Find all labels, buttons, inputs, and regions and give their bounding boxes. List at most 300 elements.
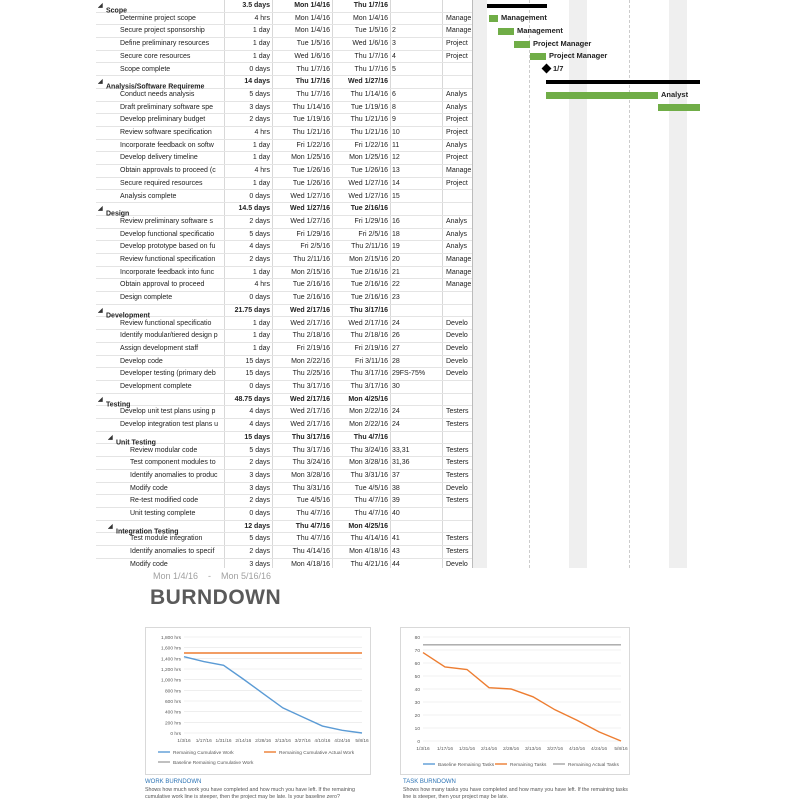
y-tick-label: 30 <box>414 701 420 706</box>
task-row[interactable] <box>96 508 472 521</box>
y-tick-label: 80 <box>414 636 420 641</box>
task-name <box>96 152 224 165</box>
task-name <box>96 381 224 394</box>
task-start: Fri 1/29/16 <box>296 230 330 238</box>
collapse-triangle-icon[interactable]: ◢ <box>98 79 103 86</box>
task-predecessors: 41 <box>392 535 400 543</box>
task-duration: 14 days <box>244 78 270 86</box>
task-name-text: Developer testing (primary deb <box>120 370 216 378</box>
resource-label: Management <box>517 26 563 35</box>
task-predecessors: 6 <box>392 90 396 98</box>
analysis-summary-bar[interactable] <box>546 80 700 84</box>
task-start: Thu 2/18/16 <box>292 332 330 340</box>
task-row[interactable] <box>96 254 472 267</box>
task-predecessors: 16 <box>392 217 400 225</box>
task-duration: 2 days <box>249 497 270 505</box>
task-resources: Testers <box>446 471 469 479</box>
task-start: Tue 1/26/16 <box>292 167 330 175</box>
task-row[interactable] <box>96 343 472 356</box>
task-finish: Fri 2/19/16 <box>354 344 388 352</box>
task-name-text: Analysis/Software Requireme <box>106 83 205 91</box>
task-name-text: Obtain approval to proceed <box>120 281 205 289</box>
x-tick-label: 4/10/16 <box>314 739 331 744</box>
task-start: Wed 1/27/16 <box>290 192 330 200</box>
x-tick-label: 1/31/16 <box>458 747 476 752</box>
work-burndown-chart[interactable] <box>145 627 371 775</box>
task-row[interactable] <box>96 165 472 178</box>
collapse-triangle-icon[interactable]: ◢ <box>98 396 103 403</box>
task-predecessors: 31,36 <box>392 459 410 467</box>
milestone-diamond[interactable] <box>542 64 552 74</box>
task-name-text: Re-test modified code <box>130 497 199 505</box>
task-finish: Wed 1/27/16 <box>348 192 388 200</box>
task-finish: Thu 2/18/16 <box>350 332 388 340</box>
task-row[interactable] <box>96 102 472 115</box>
task-name <box>96 330 224 343</box>
x-tick-label: 2/14/16 <box>235 739 252 744</box>
task-bar[interactable] <box>658 104 700 111</box>
task-duration: 14.5 days <box>238 205 270 213</box>
milestone-label: 1/7 <box>553 64 564 73</box>
task-name-text: Testing <box>106 401 131 409</box>
task-start: Wed 1/6/16 <box>294 52 330 60</box>
task-row[interactable] <box>96 495 472 508</box>
task-predecessors: 38 <box>392 484 400 492</box>
legend-label: Remaining Actual Tasks <box>568 763 619 768</box>
task-predecessors: 14 <box>392 179 400 187</box>
task-start: Wed 2/17/16 <box>290 395 330 403</box>
task-row[interactable] <box>96 241 472 254</box>
task-finish: Thu 1/7/16 <box>353 2 388 9</box>
y-tick-label: 1,400 hrs <box>160 657 181 663</box>
work-burndown-svg <box>146 628 372 776</box>
task-start: Thu 1/7/16 <box>296 90 330 98</box>
gantt-bar-chart <box>472 0 700 568</box>
y-tick-label: 20 <box>414 714 420 719</box>
task-finish: Fri 2/5/16 <box>358 230 388 238</box>
task-row[interactable] <box>96 140 472 153</box>
task-finish: Thu 3/17/16 <box>349 306 388 314</box>
task-duration: 1 day <box>252 319 270 327</box>
task-burndown-caption-text: Shows how many tasks you have completed and how many you have left. If the remaining tasks line is steeper, then your project may be late. <box>403 787 628 800</box>
task-resources: Manage <box>446 268 472 276</box>
task-name-text: Scope complete <box>120 65 171 73</box>
task-start: Thu 2/11/16 <box>293 256 330 263</box>
task-start: Tue 1/5/16 <box>296 40 330 48</box>
task-name-text: Secure project sponsorship <box>120 27 205 35</box>
task-bar[interactable] <box>498 28 514 35</box>
x-tick-label: 1/3/16 <box>416 747 430 752</box>
task-start: Thu 1/7/16 <box>296 65 330 73</box>
task-predecessors: 23 <box>392 294 400 302</box>
task-row[interactable] <box>96 152 472 165</box>
task-burndown-chart[interactable] <box>400 627 630 775</box>
task-resources: Develo <box>446 332 468 340</box>
task-name-text: Secure required resources <box>120 179 203 187</box>
task-name-text: Scope <box>106 7 128 15</box>
task-predecessors: 28 <box>392 357 400 365</box>
task-finish: Mon 1/4/16 <box>352 14 388 22</box>
legend-label: Baseline Remaining Cumulative Work <box>173 761 254 766</box>
task-row[interactable] <box>96 330 472 343</box>
task-start: Wed 2/17/16 <box>290 319 330 327</box>
task-resources: Project <box>446 129 468 136</box>
task-name <box>96 356 224 369</box>
task-name <box>96 229 224 242</box>
task-resources: Analys <box>446 243 468 251</box>
task-duration: 15 days <box>244 433 270 441</box>
x-tick-label: 2/28/16 <box>255 739 272 744</box>
task-start: Mon 3/28/16 <box>291 471 330 479</box>
task-name <box>96 267 224 280</box>
task-predecessors: 5 <box>392 65 396 73</box>
task-finish: Tue 2/16/16 <box>350 294 388 302</box>
task-row[interactable] <box>96 419 472 432</box>
task-name <box>96 457 224 470</box>
task-name-text: Development complete <box>120 383 192 390</box>
task-finish: Fri 3/11/16 <box>355 357 388 365</box>
collapse-triangle-icon[interactable]: ◢ <box>98 307 103 314</box>
task-name <box>96 318 224 331</box>
task-resources: Analys <box>446 103 468 111</box>
task-name <box>96 546 224 559</box>
task-duration: 4 hrs <box>254 129 270 136</box>
task-start: Thu 3/24/16 <box>292 459 330 467</box>
task-row[interactable] <box>96 318 472 331</box>
task-predecessors: 22 <box>392 281 400 289</box>
task-name-text: Unit Testing <box>116 439 156 447</box>
task-row[interactable] <box>96 457 472 470</box>
task-name <box>96 241 224 254</box>
task-duration: 5 days <box>249 230 270 238</box>
task-row[interactable] <box>96 267 472 280</box>
task-name-text: Obtain approvals to proceed (c <box>120 167 216 175</box>
task-resources: Testers <box>446 421 469 429</box>
task-duration: 1 day <box>252 268 270 276</box>
task-name-text: Analysis complete <box>120 192 177 200</box>
task-name-text: Modify code <box>130 484 168 492</box>
task-row[interactable] <box>96 13 472 26</box>
task-duration: 1 day <box>252 40 270 48</box>
task-row[interactable] <box>96 38 472 51</box>
task-row[interactable] <box>96 279 472 292</box>
y-tick-label: 400 hrs <box>165 710 181 716</box>
task-start: Tue 1/26/16 <box>292 179 330 187</box>
task-predecessors: 27 <box>392 344 400 352</box>
task-predecessors: 40 <box>392 510 400 517</box>
task-row[interactable] <box>96 292 472 305</box>
task-start: Thu 2/25/16 <box>292 370 330 378</box>
task-row[interactable] <box>96 25 472 38</box>
task-row[interactable] <box>96 191 472 204</box>
task-predecessors: 8 <box>392 103 396 111</box>
task-resources: Project <box>446 154 468 162</box>
task-finish: Thu 4/21/16 <box>350 560 388 568</box>
summary-task-row[interactable] <box>96 394 472 407</box>
task-predecessors: 12 <box>392 154 400 162</box>
summary-task-row[interactable] <box>96 203 472 216</box>
y-tick-label: 70 <box>414 649 420 654</box>
summary-task-row[interactable] <box>96 521 472 534</box>
task-row[interactable] <box>96 229 472 242</box>
task-duration: 5 days <box>249 90 270 98</box>
task-name-text: Develop prototype based on fu <box>120 243 216 251</box>
task-start: Fri 1/22/16 <box>296 141 330 149</box>
task-resources: Project <box>446 116 468 124</box>
task-predecessors: 43 <box>392 548 400 556</box>
task-row[interactable] <box>96 114 472 127</box>
task-name-text: Incorporate feedback into func <box>120 268 215 276</box>
task-predecessors: 24 <box>392 319 400 327</box>
task-start: Wed 2/17/16 <box>290 421 330 429</box>
task-resources: Project <box>446 40 468 48</box>
task-row[interactable] <box>96 533 472 546</box>
task-row[interactable] <box>96 483 472 496</box>
task-name-text: Review functional specification <box>120 256 216 263</box>
task-finish: Thu 3/31/16 <box>350 471 388 479</box>
task-name-text: Design <box>106 210 130 218</box>
task-row[interactable] <box>96 216 472 229</box>
task-row[interactable] <box>96 356 472 369</box>
date-range-end: Mon 5/16/16 <box>221 571 272 581</box>
y-tick-label: 1,000 hrs <box>160 678 181 684</box>
task-duration: 1 day <box>252 27 270 35</box>
task-start: Mon 4/18/16 <box>291 560 330 568</box>
task-start: Mon 1/4/16 <box>294 27 330 35</box>
task-resources: Develo <box>446 560 468 568</box>
task-name <box>96 140 224 153</box>
task-predecessors: 9 <box>392 116 396 124</box>
work-burndown-caption-title: WORK BURNDOWN <box>145 779 202 785</box>
task-finish: Mon 2/22/16 <box>349 408 388 416</box>
task-predecessors: 4 <box>392 52 396 60</box>
task-predecessors: 11 <box>392 141 400 149</box>
task-start: Wed 1/27/16 <box>290 205 330 213</box>
task-finish: Thu 1/21/16 <box>350 116 388 124</box>
task-row[interactable] <box>96 546 472 559</box>
task-predecessors: 24 <box>392 421 400 429</box>
task-name-text: Identify anomalies to produc <box>130 471 218 479</box>
task-name-text: Develop delivery timeline <box>120 154 198 162</box>
task-duration: 12 days <box>244 522 270 530</box>
task-name <box>96 470 224 483</box>
task-finish: Thu 4/7/16 <box>354 510 388 517</box>
scope-summary-bar[interactable] <box>487 4 547 8</box>
task-name <box>96 279 224 292</box>
summary-task-row[interactable] <box>96 76 472 89</box>
collapse-triangle-icon[interactable]: ◢ <box>98 3 103 9</box>
task-duration: 15 days <box>245 370 270 378</box>
task-name-text: Review preliminary software s <box>120 217 213 225</box>
task-duration: 15 days <box>245 357 270 365</box>
task-name-text: Test module integration <box>130 535 203 543</box>
x-tick-label: 1/17/16 <box>195 739 212 744</box>
task-name <box>96 102 224 115</box>
task-start: Thu 3/17/16 <box>291 433 330 441</box>
task-name <box>96 89 224 102</box>
task-duration: 4 days <box>249 243 270 251</box>
task-predecessors: 19 <box>392 243 400 251</box>
task-name-text: Develop code <box>120 357 163 365</box>
y-tick-label: 0 hrs <box>170 732 181 737</box>
task-start: Fri 2/5/16 <box>300 243 330 251</box>
task-resources: Project <box>446 52 468 60</box>
task-duration: 3.5 days <box>242 2 270 9</box>
task-row[interactable] <box>96 470 472 483</box>
summary-task-row[interactable] <box>96 305 472 318</box>
task-duration: 4 days <box>249 408 270 416</box>
task-bar[interactable] <box>530 53 546 60</box>
resource-label: Project Manager <box>549 51 608 60</box>
task-name-text: Incorporate feedback on softw <box>120 141 214 149</box>
task-name <box>96 368 224 381</box>
task-start: Tue 2/16/16 <box>292 294 330 302</box>
task-name-text: Review functional specificatio <box>120 319 212 327</box>
y-tick-label: 1,600 hrs <box>160 646 181 652</box>
task-name-text: Review software specification <box>120 129 212 136</box>
task-duration: 3 days <box>249 484 270 492</box>
legend-label: Remaining Cumulative Work <box>173 751 234 756</box>
y-tick-label: 50 <box>414 675 420 680</box>
collapse-triangle-icon[interactable]: ◢ <box>98 206 103 213</box>
task-finish: Wed 2/17/16 <box>348 319 388 327</box>
task-duration: 1 day <box>252 332 270 340</box>
task-name <box>96 127 224 140</box>
task-name <box>96 533 224 546</box>
task-name-text: Identify modular/tiered design p <box>120 332 218 340</box>
task-resources: Testers <box>446 408 469 416</box>
task-resources: Analys <box>446 230 468 238</box>
task-row[interactable] <box>96 127 472 140</box>
task-start: Thu 1/7/16 <box>295 78 330 86</box>
task-finish: Tue 2/16/16 <box>350 268 388 276</box>
task-predecessors: 21 <box>392 268 400 276</box>
resource-label: Analyst <box>661 90 689 99</box>
date-range-separator: - <box>208 571 212 581</box>
x-tick-label: 3/13/16 <box>524 747 542 752</box>
task-resources: Develo <box>446 484 468 492</box>
task-row[interactable] <box>96 51 472 64</box>
task-name-text: Develop preliminary budget <box>120 116 206 124</box>
task-resources: Manage <box>446 256 472 263</box>
task-row[interactable] <box>96 368 472 381</box>
task-duration: 2 days <box>249 256 270 263</box>
task-name <box>96 216 224 229</box>
y-tick-label: 800 hrs <box>165 689 181 695</box>
task-name-text: Development <box>106 312 150 320</box>
x-tick-label: 1/17/16 <box>436 747 454 752</box>
task-predecessors: 10 <box>392 129 400 136</box>
task-duration: 1 day <box>252 179 270 187</box>
task-row[interactable] <box>96 406 472 419</box>
series-line[interactable] <box>184 657 362 733</box>
report-title: BURNDOWN <box>150 586 282 609</box>
task-finish: Thu 1/7/16 <box>354 65 388 73</box>
task-finish: Thu 4/7/16 <box>354 497 388 505</box>
task-resources: Testers <box>446 548 469 556</box>
task-bar[interactable] <box>546 92 658 99</box>
task-duration: 21.75 days <box>234 306 270 314</box>
task-duration: 0 days <box>249 192 270 200</box>
task-start: Wed 1/27/16 <box>290 217 330 225</box>
task-resources: Develo <box>446 344 468 352</box>
task-finish: Mon 4/18/16 <box>349 548 388 556</box>
summary-task-row[interactable] <box>96 0 472 13</box>
task-duration: 2 days <box>249 116 270 124</box>
task-duration: 4 hrs <box>254 14 270 22</box>
task-name <box>96 508 224 521</box>
task-predecessors: 37 <box>392 471 400 479</box>
task-duration: 0 days <box>249 383 270 390</box>
task-name-text: Secure core resources <box>120 52 191 60</box>
task-bar[interactable] <box>489 15 498 22</box>
x-tick-label: 1/31/16 <box>215 739 232 744</box>
task-name <box>96 191 224 204</box>
task-name <box>96 51 224 64</box>
task-start: Mon 1/4/16 <box>294 2 330 9</box>
resource-label: Project Manager <box>533 39 592 48</box>
task-duration: 3 days <box>249 560 270 568</box>
work-burndown-caption-text: Shows how much work you have completed and how much you have left. If the remaining cumulative work line is steeper, then the project may be late. Is your baseline zero? <box>145 787 355 800</box>
task-finish: Wed 1/6/16 <box>352 40 388 48</box>
task-name <box>96 254 224 267</box>
task-finish: Mon 1/25/16 <box>349 154 388 162</box>
legend-label: Remaining Cumulative Actual Work <box>279 751 355 756</box>
task-bar[interactable] <box>514 41 530 48</box>
task-duration: 5 days <box>249 535 270 543</box>
task-name <box>96 165 224 178</box>
task-predecessors: 15 <box>392 192 400 200</box>
task-row[interactable] <box>96 445 472 458</box>
task-finish: Mon 3/28/16 <box>349 459 388 467</box>
task-duration: 1 day <box>252 52 270 60</box>
task-row[interactable] <box>96 381 472 394</box>
task-resources: Testers <box>446 459 469 467</box>
task-resources: Develo <box>446 319 468 327</box>
task-burndown-svg <box>401 628 631 776</box>
task-row[interactable] <box>96 559 472 568</box>
task-predecessors: 2 <box>392 27 396 35</box>
y-tick-label: 1,800 hrs <box>160 636 181 641</box>
task-resources: Testers <box>446 446 469 454</box>
task-name <box>96 406 224 419</box>
task-name <box>96 38 224 51</box>
collapse-triangle-icon[interactable]: ◢ <box>108 434 113 441</box>
task-start: Thu 3/17/16 <box>292 383 330 390</box>
task-finish: Tue 1/26/16 <box>350 167 388 175</box>
task-name <box>96 178 224 191</box>
task-row[interactable] <box>96 64 472 77</box>
task-resources: Project <box>446 179 468 187</box>
task-duration: 2 days <box>249 459 270 467</box>
task-start: Fri 2/19/16 <box>296 344 330 352</box>
x-tick-label: 2/28/16 <box>502 747 520 752</box>
task-row[interactable] <box>96 178 472 191</box>
task-name <box>96 25 224 38</box>
collapse-triangle-icon[interactable]: ◢ <box>108 523 113 530</box>
task-duration: 3 days <box>249 471 270 479</box>
task-start: Tue 4/5/16 <box>296 497 330 505</box>
task-start: Mon 2/15/16 <box>291 268 330 276</box>
summary-task-row[interactable] <box>96 432 472 445</box>
task-duration: 1 day <box>252 344 270 352</box>
task-finish: Thu 3/17/16 <box>350 370 388 378</box>
task-predecessors: 3 <box>392 40 396 48</box>
x-tick-label: 5/8/16 <box>614 747 628 752</box>
x-tick-label: 3/13/16 <box>274 739 291 744</box>
task-name-text: Determine project scope <box>120 14 196 22</box>
task-row[interactable] <box>96 89 472 102</box>
